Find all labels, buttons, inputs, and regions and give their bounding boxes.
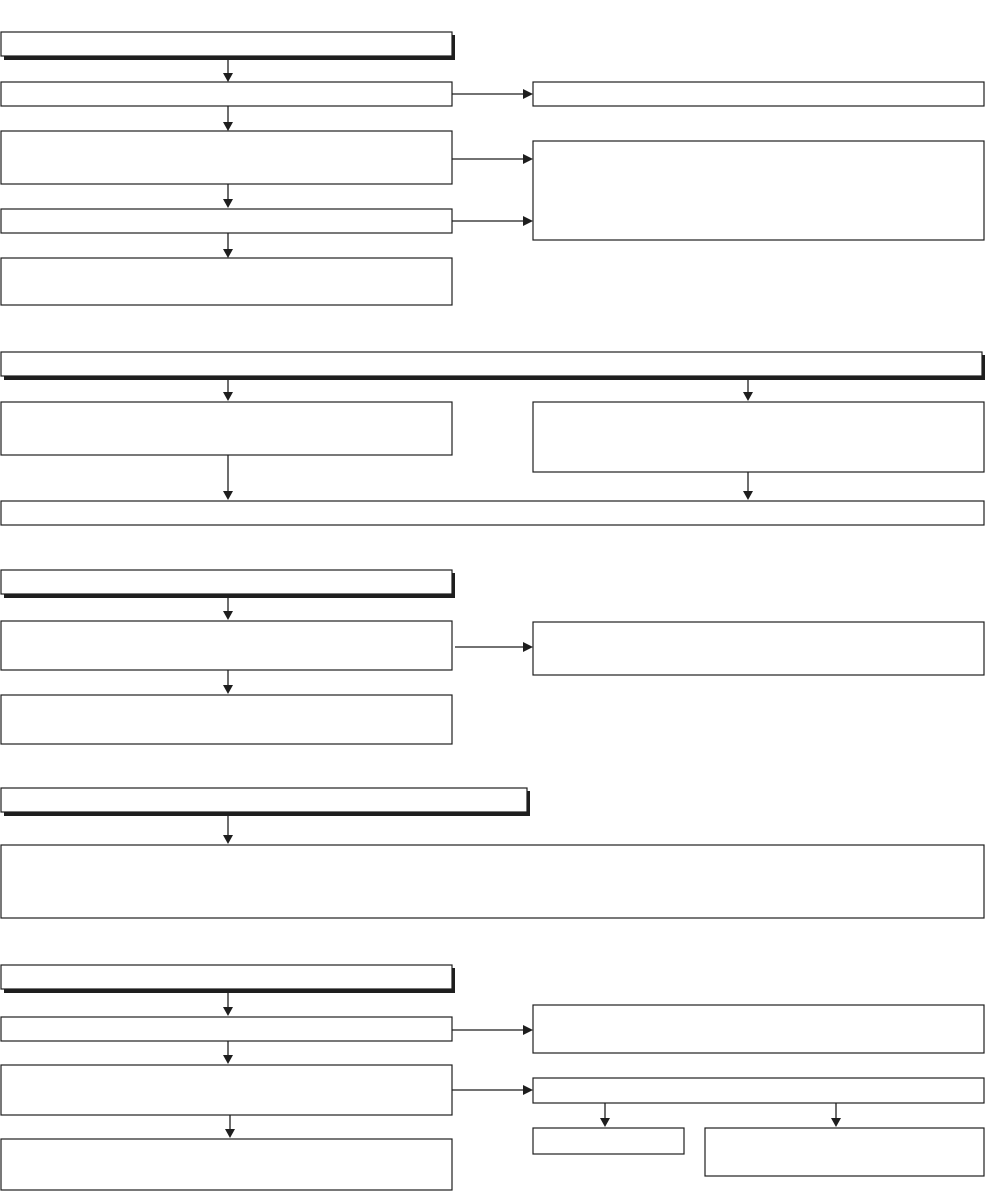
section-1-step-1 [1,82,452,106]
arrowhead [523,89,533,99]
section-5 [1,965,984,1190]
arrowhead [523,642,533,652]
section-1-header [1,32,452,56]
section-3-header [1,570,452,594]
arrowhead [223,685,233,694]
arrowhead [225,1129,235,1138]
arrowhead [743,491,753,500]
section-1 [1,32,984,305]
arrowhead [523,216,533,226]
section-5-sub-result-2 [705,1128,984,1176]
arrowhead [223,73,233,82]
section-2-merge [1,501,984,525]
section-5-header [1,965,452,989]
arrowhead [223,392,233,401]
section-5-result-2 [533,1078,984,1103]
arrowhead [223,491,233,500]
section-1-result-1 [533,82,984,106]
arrowhead [223,199,233,208]
arrowhead [523,1025,533,1035]
arrowhead [223,835,233,844]
section-3-step-1 [1,621,452,670]
arrowhead [223,122,233,131]
section-1-step-3 [1,209,452,233]
section-3-step-2 [1,695,452,744]
arrowhead [223,611,233,620]
section-3-result-1 [533,622,984,675]
arrowhead [600,1118,610,1127]
section-1-result-2 [533,141,984,240]
arrowhead [523,154,533,164]
arrowhead [223,1007,233,1016]
section-4-header [1,788,527,812]
arrowhead [223,1055,233,1064]
arrowhead [831,1118,841,1127]
arrowhead [523,1085,533,1095]
section-1-step-2 [1,131,452,184]
section-3 [1,570,984,744]
arrowhead [743,392,753,401]
arrowhead [223,249,233,258]
section-2-branch-left [1,402,452,455]
section-5-step-1 [1,1017,452,1041]
section-4-step-1 [1,845,984,918]
section-5-result-1 [533,1005,984,1053]
section-5-step-3 [1,1139,452,1190]
section-2-header [1,352,982,376]
section-1-step-4 [1,258,452,305]
section-2-branch-right [533,402,984,472]
section-4 [1,788,984,918]
section-5-step-2 [1,1065,452,1115]
section-5-sub-result-1 [533,1128,684,1154]
section-2 [1,352,985,525]
